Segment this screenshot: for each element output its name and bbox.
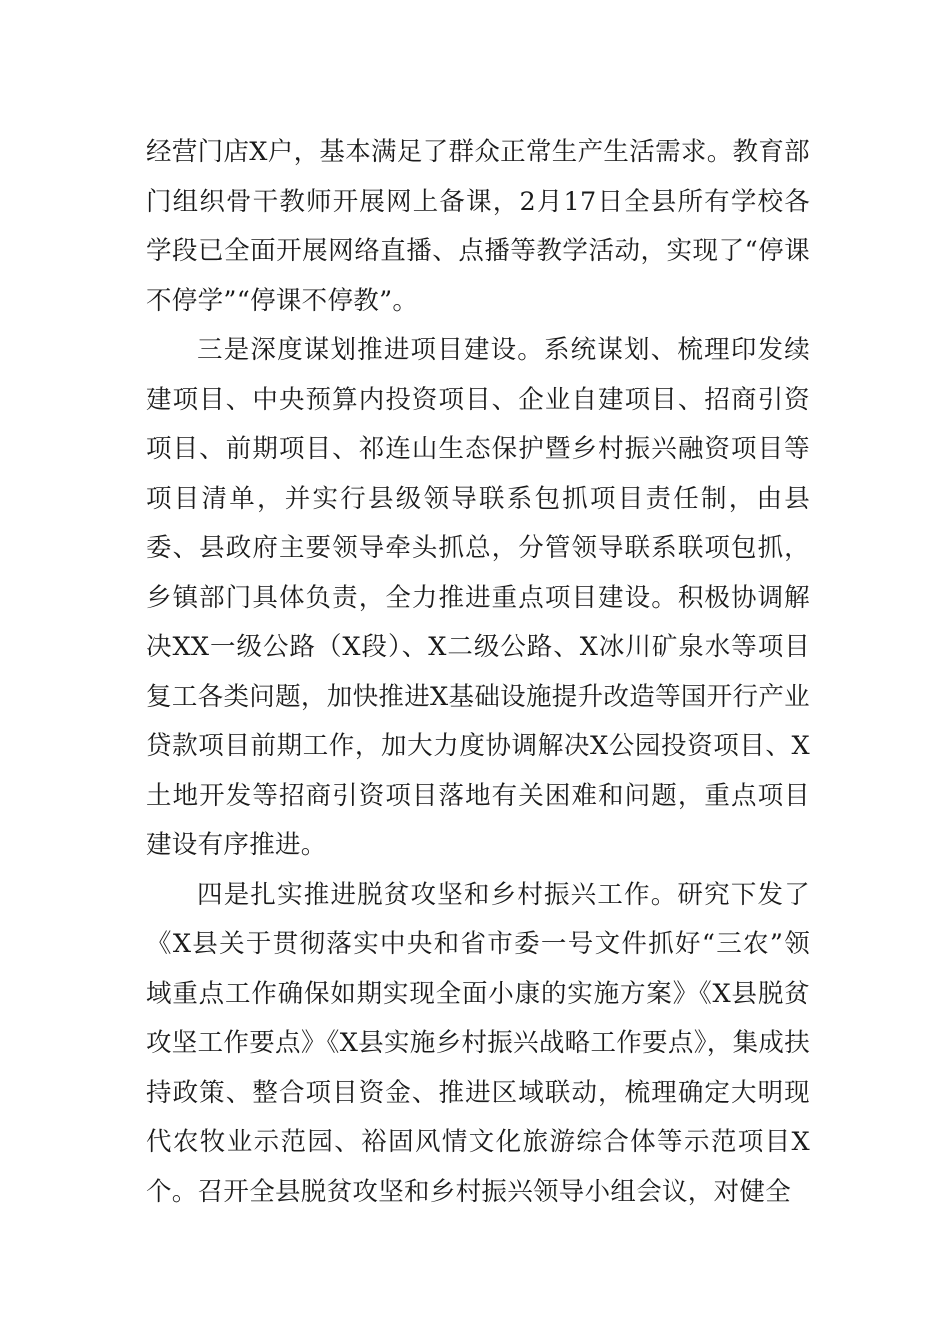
paragraph-continuation: 经营门店X户，基本满足了群众正常生产生活需求。教育部门组织骨干教师开展网上备课，2月17日全县所有学校各学段已全面开展网络直播、点播等教学活动，实现了“停课不停学”“停课不停教”。 [146,137,810,316]
paragraph-poverty-alleviation: 四是扎实推进脱贫攻坚和乡村振兴工作。研究下发了《X县关于贯彻落实中央和省市委一号文件抓好“三农”领域重点工作确保如期实现全面小康的实施方案》《X县脱贫攻坚工作要点》《X县实施乡村振兴战略工作要点》，集成扶持政策、整合项目资金、推进区域联动，梳理确定大明现代农牧业示范园、裕固风情文化旅游综合体等示范项目X个。召开全县脱贫攻坚和乡村振兴领导小组会议，对健全 [146,879,810,1207]
paragraph-project-construction: 三是深度谋划推进项目建设。系统谋划、梳理印发续建项目、中央预算内投资项目、企业自建项目、招商引资项目、前期项目、祁连山生态保护暨乡村振兴融资项目等项目清单，并实行县级领导联系包抓项目责任制，由县委、县政府主要领导牵头抓总，分管领导联系联项包抓，乡镇部门具体负责，全力推进重点项目建设。积极协调解决XX一级公路（X段）、X二级公路、X冰川矿泉水等项目复工各类问题，加快推进X基础设施提升改造等国开行产业贷款项目前期工作，加大力度协调解决X公园投资项目、X土地开发等招商引资项目落地有关困难和问题，重点项目建设有序推进。 [146,335,810,860]
document-body [146,128,810,1217]
